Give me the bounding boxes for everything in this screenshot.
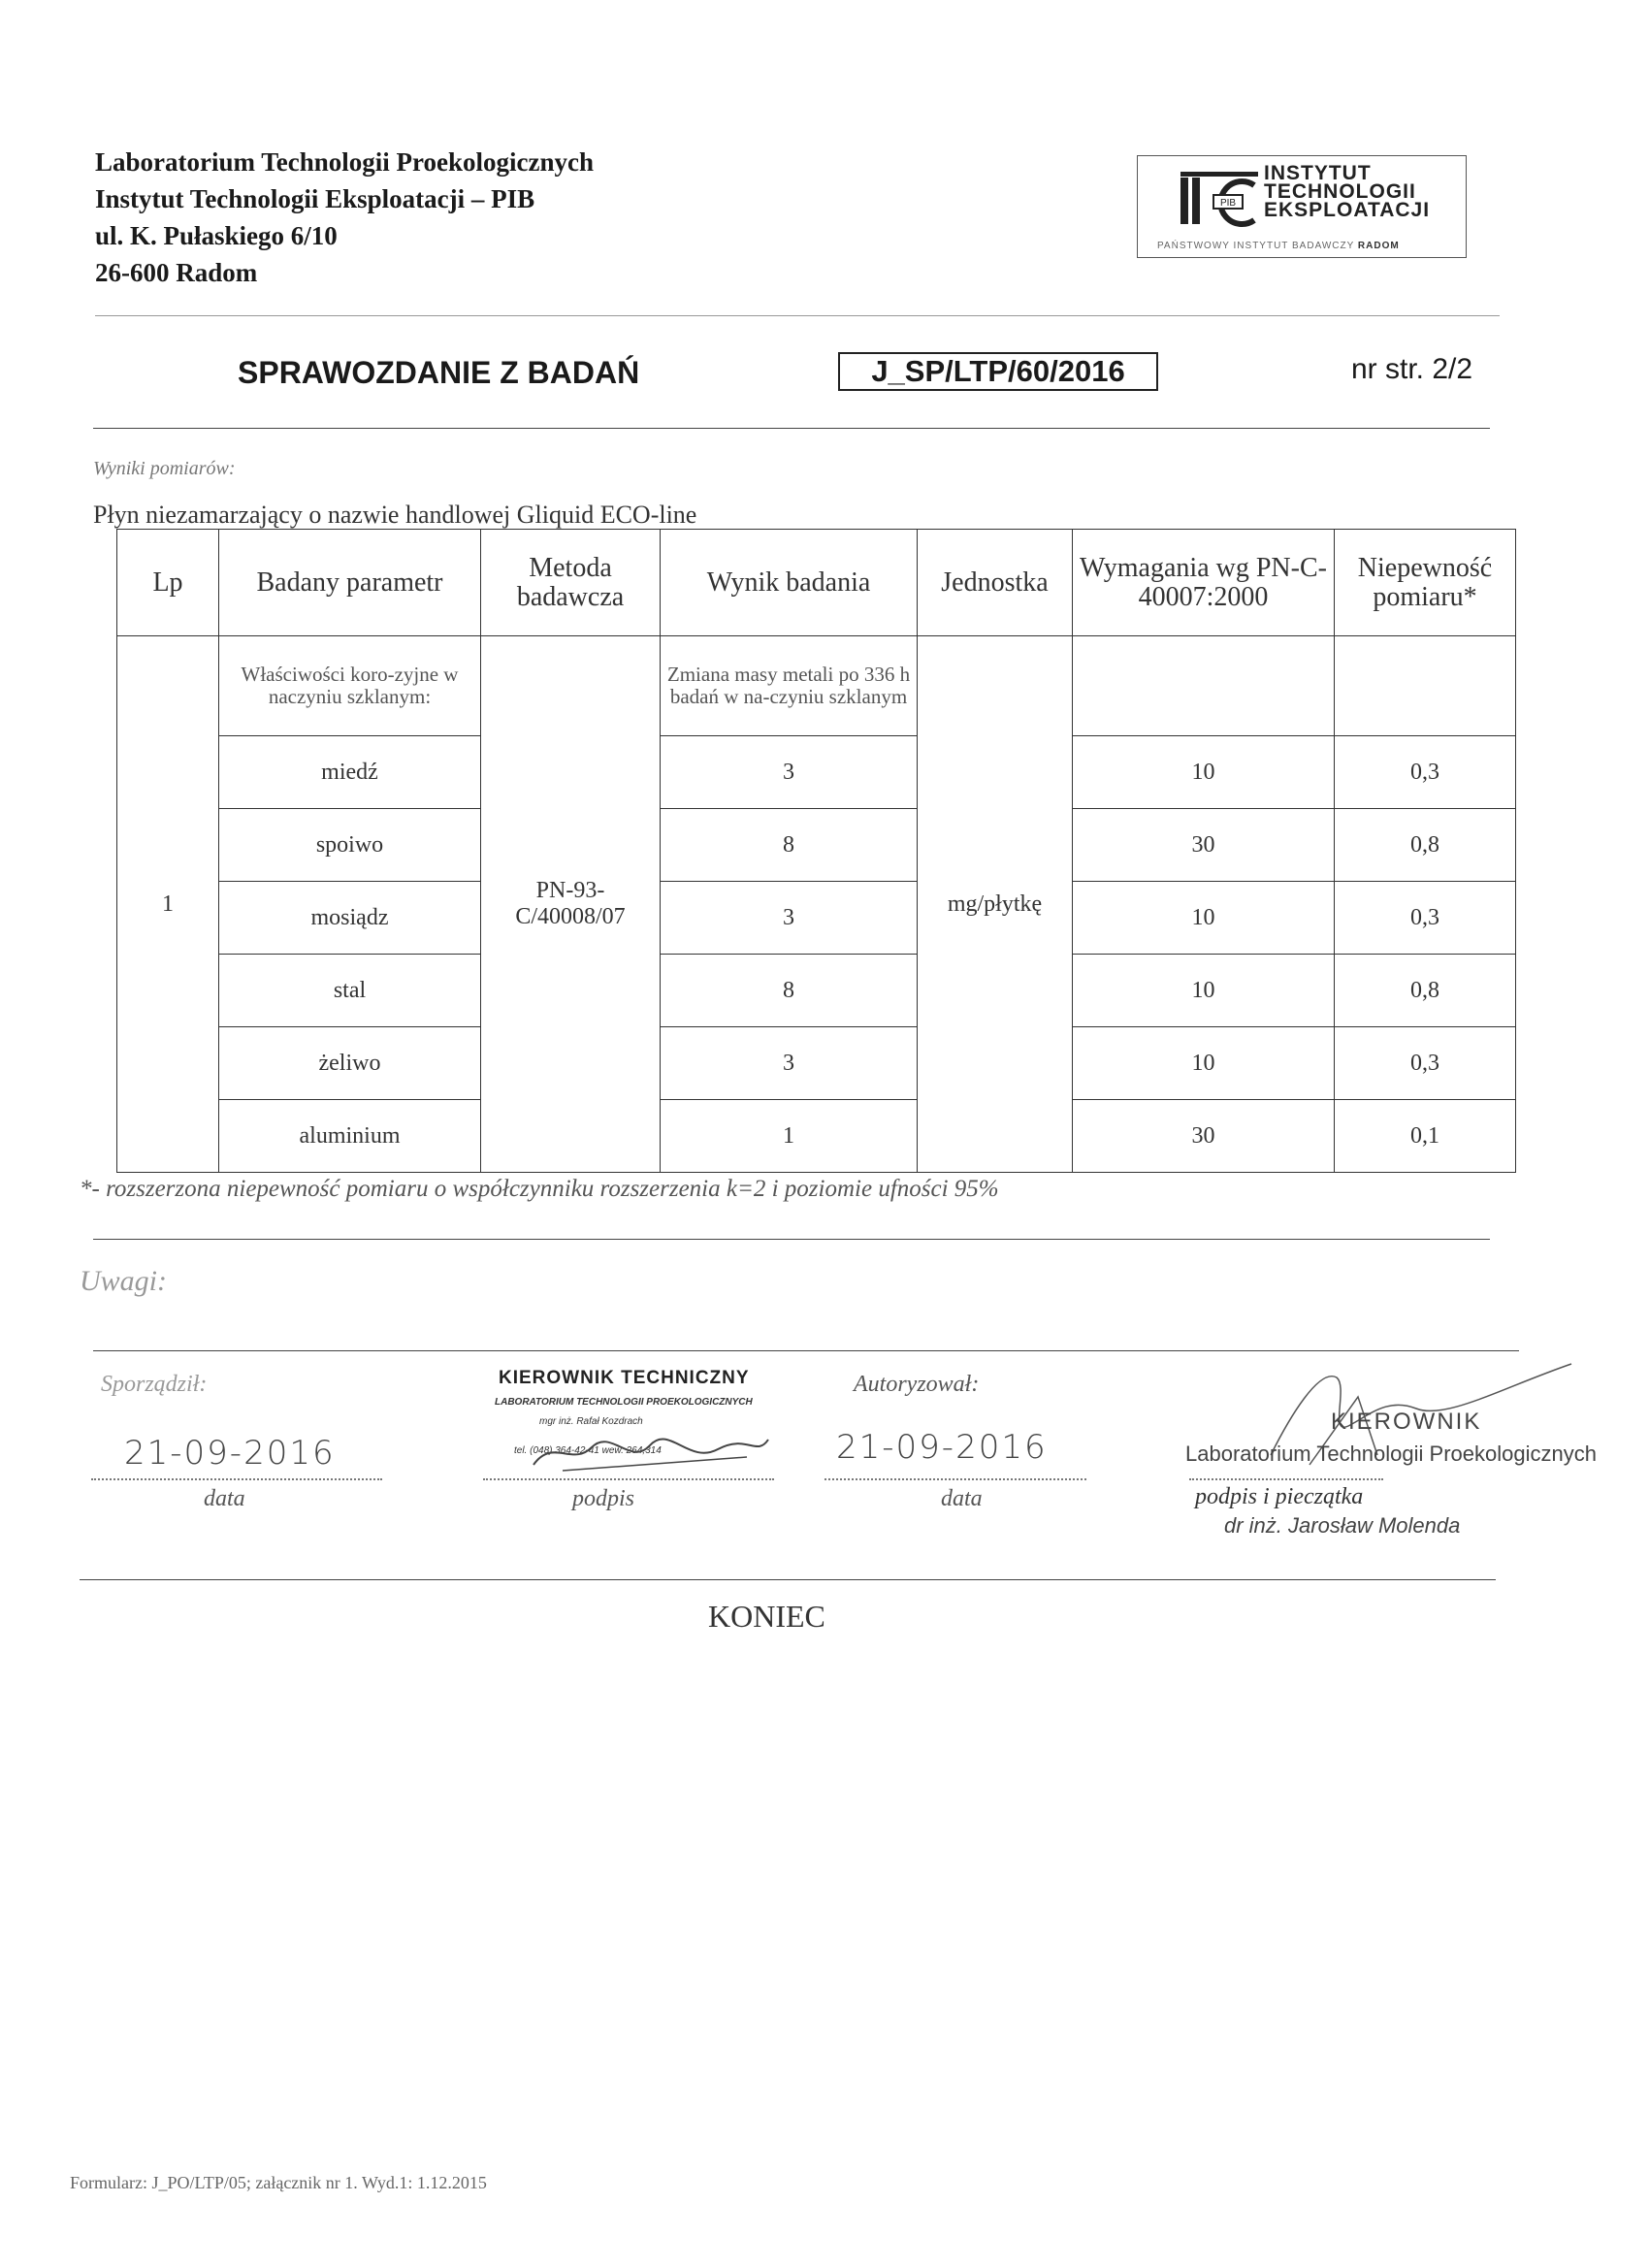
group-parameter-cell: Właściwości koro-zyjne w naczyniu szklanym:: [219, 636, 481, 736]
manager-stamp-lab: Laboratorium Technologii Proekologicznych: [1185, 1442, 1597, 1466]
lab-name: Laboratorium Technologii Proekologicznych: [95, 147, 595, 177]
technical-head-signature-icon: [524, 1428, 776, 1476]
authorized-date-handwritten: 21-09-2016: [836, 1428, 1048, 1467]
result-value: 1: [661, 1100, 918, 1173]
result-value: 8: [661, 955, 918, 1027]
uncertainty-value: 0,3: [1335, 1027, 1516, 1100]
logo-subtitle: PAŃSTWOWY INSTYTUT BADAWCZY RADOM: [1157, 241, 1400, 251]
authorized-date-line: [824, 1478, 1086, 1480]
header-divider: [95, 315, 1500, 316]
unit-cell: mg/płytkę: [918, 636, 1073, 1173]
institute-name: Instytut Technologii Eksploatacji – PIB: [95, 184, 535, 213]
technical-head-stamp-lab: LABORATORIUM TECHNOLOGII PROEKOLOGICZNYCH: [495, 1397, 753, 1408]
header-uncertainty: Niepewność pomiaru*: [1335, 530, 1516, 636]
table-row: [117, 882, 1516, 955]
technical-head-stamp-name: mgr inż. Rafał Kozdrach: [539, 1416, 643, 1427]
requirement-value: 10: [1073, 1027, 1335, 1100]
header-lp: Lp: [117, 530, 219, 636]
report-number-box: J_SP/LTP/60/2016: [838, 352, 1158, 391]
technical-head-sign-caption: podpis: [572, 1486, 635, 1511]
metal-name: aluminium: [219, 1100, 481, 1173]
header-unit: Jednostka: [918, 530, 1073, 636]
result-value: 3: [661, 1027, 918, 1100]
result-value: 8: [661, 809, 918, 882]
itee-logo-icon: [1179, 170, 1260, 228]
logo-wordmark: INSTYTUT TECHNOLOGII EKSPLOATACJI: [1264, 162, 1431, 221]
header-requirements: Wymagania wg PN-C-40007:2000: [1073, 530, 1335, 636]
product-line: Płyn niezamarzający o nazwie handlowej Gliquid ECO-line: [93, 501, 697, 529]
uncertainty-value: 0,8: [1335, 809, 1516, 882]
city-address: 26-600 Radom: [95, 258, 258, 287]
uncertainty-value: 0,8: [1335, 955, 1516, 1027]
table-row: [117, 955, 1516, 1027]
end-marker: KONIEC: [708, 1599, 825, 1634]
empty-cell: [1073, 636, 1335, 736]
table-group-row: [117, 636, 1516, 736]
report-title: SPRAWOZDANIE Z BADAŃ: [238, 355, 640, 390]
manager-sign-caption: podpis i pieczątka: [1195, 1484, 1364, 1509]
footnote: *- rozszerzona niepewność pomiaru o współczynniku rozszerzenia k=2 i poziomie ufności 95%: [80, 1176, 999, 1202]
prepared-date-caption: data: [204, 1486, 245, 1511]
manager-name: dr inż. Jarosław Molenda: [1224, 1513, 1461, 1538]
technical-head-sign-line: [483, 1478, 774, 1480]
form-footer: Formularz: J_PO/LTP/05; załącznik nr 1. Wyd.1: 1.12.2015: [70, 2173, 487, 2192]
table-header-row: [117, 530, 1516, 636]
prepared-by-label: Sporządził:: [101, 1372, 208, 1397]
footnote-divider: [93, 1239, 1490, 1240]
svg-text:PIB: PIB: [1219, 198, 1237, 209]
requirement-value: 30: [1073, 1100, 1335, 1173]
prepared-date-line: [91, 1478, 382, 1480]
table-row: [117, 1100, 1516, 1173]
group-result-cell: Zmiana masy metali po 336 h badań w na-czyniu szklanym: [661, 636, 918, 736]
lp-cell: 1: [117, 636, 219, 1173]
requirement-value: 10: [1073, 736, 1335, 809]
authorized-date-caption: data: [941, 1486, 983, 1511]
table-row: [117, 736, 1516, 809]
technical-head-stamp-phone: tel. (048) 364-42-41 wew. 264,314: [514, 1445, 662, 1456]
title-divider: [93, 428, 1490, 429]
metal-name: stal: [219, 955, 481, 1027]
metal-name: mosiądz: [219, 882, 481, 955]
header-parameter: Badany parametr: [219, 530, 481, 636]
method-cell: PN-93-C/40008/07: [481, 636, 661, 1173]
uncertainty-value: 0,1: [1335, 1100, 1516, 1173]
institute-logo: [1137, 155, 1467, 258]
uncertainty-value: 0,3: [1335, 882, 1516, 955]
authorized-by-label: Autoryzował:: [854, 1372, 980, 1397]
header-result: Wynik badania: [661, 530, 918, 636]
lab-address-block: [95, 144, 594, 291]
remarks-divider: [93, 1350, 1519, 1351]
section-label: Wyniki pomiarów:: [93, 458, 236, 479]
remarks-label: Uwagi:: [80, 1265, 167, 1297]
prepared-date-handwritten: 21-09-2016: [124, 1434, 336, 1473]
metal-name: spoiwo: [219, 809, 481, 882]
manager-sign-line: [1189, 1478, 1383, 1480]
uncertainty-value: 0,3: [1335, 736, 1516, 809]
requirement-value: 10: [1073, 955, 1335, 1027]
table-row: [117, 809, 1516, 882]
table-row: [117, 1027, 1516, 1100]
requirement-value: 10: [1073, 882, 1335, 955]
street-address: ul. K. Pułaskiego 6/10: [95, 221, 338, 250]
metal-name: żeliwo: [219, 1027, 481, 1100]
signature-divider: [80, 1579, 1496, 1580]
header-method: Metoda badawcza: [481, 530, 661, 636]
manager-stamp-title: KIEROWNIK: [1331, 1409, 1482, 1435]
results-table: [116, 529, 1516, 1173]
empty-cell: [1335, 636, 1516, 736]
page-number: nr str. 2/2: [1351, 353, 1473, 385]
metal-name: miedź: [219, 736, 481, 809]
result-value: 3: [661, 736, 918, 809]
technical-head-stamp-title: KIEROWNIK TECHNICZNY: [499, 1368, 750, 1388]
requirement-value: 30: [1073, 809, 1335, 882]
result-value: 3: [661, 882, 918, 955]
